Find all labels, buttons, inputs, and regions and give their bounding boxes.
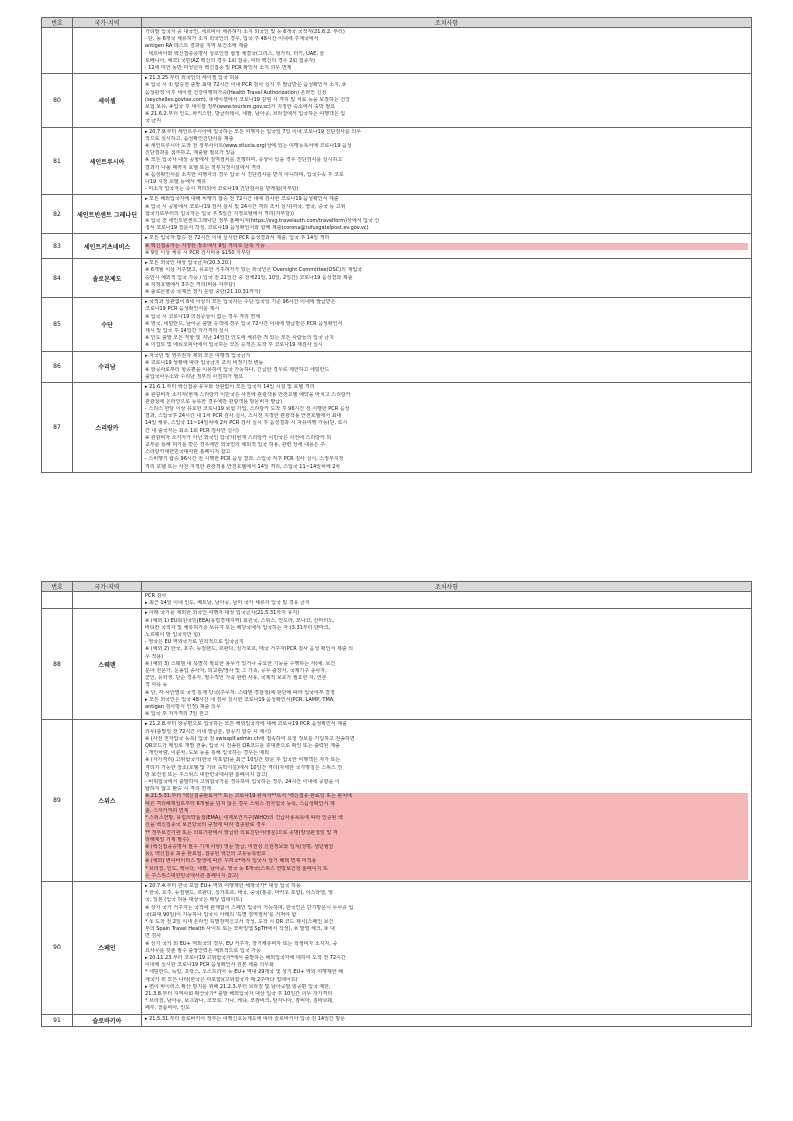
measure-line: 결과가 나올 때까지 호텔 또는 정부지정시설에서 격리 <box>145 164 261 171</box>
measure-line: 간 내 출국자는 최소 1회 PCR 검사만 실시) <box>145 427 239 434</box>
measure-line: 제시 및 입국 후 14일간 자가격리 실시 <box>145 327 229 334</box>
measure-details <box>142 234 752 259</box>
measure-line: 가리발 입국자 중 내국인, 세르비아 체류허가 소지 외국인 및 등 6개국 국적자(21.6.2. 부터) <box>145 29 345 35</box>
table-header-row <box>42 582 752 592</box>
measure-line: 국, 일본 (입국 허용 대상국은 매달 업데이트) <box>145 897 243 904</box>
measure-line: * ① 도착 전 2일 이내 온라인 특별검역신고서 작성, 도착 시 QR 코드 제시(스페인 보건 <box>145 918 334 925</box>
header-country: 국가·지역 <box>73 582 142 592</box>
measure-line: ▸ 20.7.9.부터 세인트루시아에 입국하는 모든 여행자는 입국일 7일 이내 코로나19 진단검사를 의무 <box>145 128 362 135</box>
highlighted-measure-line: * 브라질, 인도, 캐나다, 네팔, 남아공, 영국 등 6개국(스위스 연방보건청 홈페이지 또 <box>145 866 748 873</box>
measure-line: 결과, 스입국후 24시간 내 1차 PCR 검사 실시, 스시전 지정한 관광객용 안전호텔에서 최대 <box>145 413 342 420</box>
measure-line: ▸ 21.5.31.부터 슬로바키아 정부는 여행신호등제도에 따라 슬로바키아 입국 전 14일간 방문 <box>145 1015 346 1022</box>
measure-details <box>142 881 752 1014</box>
measure-line: ※ 단, 각 사안별로 국경 통제 당국(주무처: 스웨덴 경찰청)에 판단에 따라 입국여부 결정 <box>145 689 335 696</box>
measure-line: ▸ 자국민 및 영주권자 제외 모든 여행객 입국금지 <box>145 352 251 359</box>
row-number: 84 <box>42 259 73 298</box>
measure-line: PCR 검사 <box>145 593 167 599</box>
measures-table-page-2 <box>41 581 752 1027</box>
measure-line: 제국가 외 모든 나라(한국은 미포함)(고위험국가 매 2주마다 업데이트) <box>145 976 298 983</box>
table-row <box>42 28 752 74</box>
measure-line: ▸ 모든 외국인은 입국 48시간 내 검사 실시한 코로나19 음성확인서(PCR, LAMP, TMA, <box>145 696 335 703</box>
header-detail: 조치사항 <box>142 582 752 592</box>
country-name: 수리남 <box>73 351 142 383</box>
measure-line: - 스리스 한달 이상 유효한 코로나19 보험 가입, 스리랑카 도착 후 96시간 전 시행한 PCR 음성 <box>145 405 350 412</box>
row-number: 91 <box>42 1014 73 1026</box>
measure-line: 격리가 가능한 장소(호텔 및 기타 숙박시설)에서 10일간 격리(자세한 국가명칭은 스위스 연 <box>145 764 343 771</box>
measure-line: 방 보건청 또는 주스위스 대한민국대사관 홈페이지 참고) <box>145 771 268 778</box>
measure-line: ※ 솔로몬항공 국제선 정기 운항 중단(21.10.31까지) <box>145 288 261 295</box>
measure-line: ※ 6개월 이상 거주했고, 유효한 거주허가가 있는 외국인은 Oversight Committee(OSC)의 재입국 <box>145 267 363 274</box>
table-row <box>42 720 752 881</box>
country-name <box>73 592 142 609</box>
highlighted-measure-line: 따른 격리해제일로부터 6개월을 넘지 않은 경우 스위스 전자입국 등록, 스음성확인서 제 <box>145 801 748 808</box>
country-name: 세인트키츠네비스 <box>73 234 142 259</box>
measure-line: 탈하지 않고 환승 시 격리 면제 <box>145 786 211 793</box>
table-row <box>42 127 752 195</box>
measure-line: ※ 상기 국가 외 EU+ 역외국의 경우, EU 거주자, 장기체류비자 또는 학생비자 소지자, 중 <box>145 940 338 947</box>
country-name: 스리랑카 <box>73 383 142 472</box>
measure-details <box>142 351 752 383</box>
measure-line: 페루, 콜롬비아, 인도 <box>145 1005 190 1012</box>
country-name: 솔로몬제도 <box>73 259 142 298</box>
country-name: 스웨덴 <box>73 609 142 720</box>
measure-line: 관광청에 온라인으로 등록한 경우에만 관광객용 방문비자 발급) <box>145 398 283 405</box>
measure-line: 음성판정 이후 세이셸 건강여행허가증(Health Travel Authorization) 온라인 신청 <box>145 89 327 96</box>
row-number: 80 <box>42 74 73 127</box>
measure-line: 진단결과를 첨부하고, 제출할 필요가 있음 <box>145 150 236 157</box>
measure-line: * 네덜란드, 독일, 프랑스, 오스트리아 등 EU+ 역내 29개국 및 상기 EU+ 역외 여행제한 해 <box>145 969 343 976</box>
measure-details <box>142 195 752 234</box>
highlighted-measure-line: ※ 백신접종자는 지정된 장소에서 9일 격리로 단축 가능 <box>145 243 748 250</box>
measure-line: QR코드가 메일로 개별 전송, 입국 시 전송된 QR코드를 휴대폰으로 확인 또는 출력된 제출 <box>145 743 340 750</box>
highlighted-measure-line: * 스위스연방, 유럽의약품청(EMA), 세계보건기구(WHO)의 긴급사용목록에 따라 인증된 백 <box>145 815 748 822</box>
measure-line: ※ 상기 국가 거주자는 국적에 관계없이 스페인 입국이 가능하며, 한국인은 단기방문시 무사증 입 <box>145 904 354 911</box>
measure-line: (seychelles.govtas.com), ③세이셸에서 코로나19 감염 시 격리 및 치료 등을 보장하는 건강 <box>145 96 350 103</box>
table-row <box>42 195 752 234</box>
measure-line: antigen RA 테스트 결과를 지역 보건소에 제출 <box>145 43 248 50</box>
highlighted-measure-line: 등), 백신접종 최종 완료일, 접종된 백신의 고유등록번호 <box>145 851 748 858</box>
country-name: 스위스 <box>73 720 142 881</box>
highlighted-measure-line: ※ (예외) 변이바이러스 발생에 따른 우려국*에서 입국시 상기 혜택 면제 미적용 <box>145 858 748 865</box>
row-number: 87 <box>42 383 73 472</box>
measure-line: * 브라질, 남아공, 보츠와나, 코모로, 가나, 케냐, 모잠비크, 탄자니아, 잠비아, 짐바브웨, <box>145 998 334 1005</box>
measure-line: 바티칸 국적자 및 체류허가증 보유자 또는 해당국에서 입국하는 자 (3.31부터 덴마크, <box>145 624 331 631</box>
measure-details <box>142 298 752 351</box>
row-number: 86 <box>42 351 73 383</box>
measure-line: ※ (예외 1) EU회원국민(EEA(유럽경제지역) 회원국, 스위스, 안도라, 모나코, 산마리노, <box>145 617 335 624</box>
table-row <box>42 298 752 351</box>
measure-line: 분야 전문가, 운송업 종사자, 외교관/영사 및 그 가족, 공무 출장자, 국제기구 종사자, <box>145 668 327 675</box>
measure-line: 부의 Spain Travel Health 사이트 또는 모바일앱 SpTH에서 작성), ② 발열 체크, ③ 대 <box>145 926 335 933</box>
measure-line: ※ (예외 3) 스웨덴 내 특별히 필요한 용무가 있거나 중요한 기능을 수행하는 자(예: 보건 <box>145 660 336 667</box>
row-number: 89 <box>42 720 73 881</box>
measure-line: ※ (자가격리) 고위험국가(한국 미포함)을 최근 10일간 방문 후 입국한 여행객은 자가 또는 <box>145 757 341 764</box>
measure-line: · 세르비아와 백신접종증명서 상호인정 협정 체결국(그리스, 헝가리, 터키, UAE, 슬 <box>145 50 325 57</box>
table-row <box>42 383 752 472</box>
row-number: 85 <box>42 298 73 351</box>
measure-details <box>142 74 752 127</box>
measure-line: · 12세 미만 동반 미성년자 백신접종 및 PCR 확인서 소지 의무 면제 <box>145 65 292 72</box>
measure-line: 보험 보유, ④입국 후 세이셸 정부(www.tourism.gov.sc)가 지정한 숙소에서 숙박 필요 <box>145 104 336 111</box>
row-number: 90 <box>42 881 73 1014</box>
measure-line: 국 금지 <box>145 118 162 125</box>
measures-table-page-1 <box>41 17 752 473</box>
measure-line: 무 적용) <box>145 653 164 660</box>
measure-line: * 한국, 호주, 뉴질랜드, 르완다, 싱가포르, 태국, 중국(홍콩, 마카오 포함), 이스라엘, 영 <box>145 890 333 897</box>
measure-line: 험국가로부터의 입국자는 입국 후 5일간 지정호텔에서 격리(자부담)) <box>145 210 294 217</box>
measure-line: 21.3.8.부터 지역사회 확산국가* 출발 해외입국자 대상 입국 후 10일간 의무 자가격리 <box>145 990 333 997</box>
highlighted-measure-line: 는 주스위스대한민국대사관 홈페이지 참고) <box>145 873 748 880</box>
measure-line: 14일 체류, 스입국 11~14일차에 2차 PCR 검사 실시 후 음성결과 시 자유여행 가능(단, 로시 <box>145 420 348 427</box>
row-number: 88 <box>42 609 73 720</box>
measure-line: ※ 항공사로부터 항공편을 이용하여 입국 가능하나, 긴급한 경우로 제한하고 네덜란드 <box>145 366 330 373</box>
country-name: 세인트루시아 <box>73 127 142 195</box>
measure-line: - 개인차량, 이륜차, 도보 등을 통해 입국하는 경우는 예외 <box>145 750 269 757</box>
highlighted-measure-line: 신을 백신접종국 보건당국의 규정에 따라 접종완료 경우 <box>145 822 748 829</box>
measure-line: ※ 입국 후 자가격리 7일 권고 <box>145 711 209 718</box>
measure-line: 코로나19 PCR 음성확인서를 제시 <box>145 306 220 313</box>
table-row <box>42 74 752 127</box>
row-number: 83 <box>42 234 73 259</box>
measure-line: ※ 모든 입국자 대상 공항에서 검역절차를 진행하며, 증상이 있을 경우 진단검사를 실시하고 <box>145 157 343 164</box>
measure-line: ※ 세인트루시아 도착 전 정부사이트(www.stlucia.org)상에 있는 여행등록서에 코로나19 음성 <box>145 143 352 150</box>
measure-line: 나19 지정 호텔 등에서 체류 <box>145 179 207 186</box>
measure-line: - 미소지 입국자는 즉시 격리되어 코로나19 진단검사를 받게됨(자부담) <box>145 186 299 193</box>
measure-line: ※ 입국 시 공항에서 코로나19 검사 실시 및 24시간 격리 조치 실시(미국, 영국, 중국 등 고위 <box>145 203 346 210</box>
measure-line: ※ 입국 시 코로나19 의심증상이 없는 경우 격리 면제 <box>145 313 261 320</box>
table-row <box>42 259 752 298</box>
header-country: 국가·지역 <box>73 18 142 28</box>
measure-line: 적으로 실시하고, 음성확인진단서를 제출 <box>145 135 234 142</box>
measure-line: 교부를 통해 허가를 받은 경우에만 외국인의 예외적 입국 허용, 관련 상세 내용은 주 <box>145 441 326 448</box>
measure-line: 출입국사무소와 수리남 정부의 사전허가 필요 <box>145 374 244 381</box>
measure-line: ▸ 21.3.25.부터 외국인의 세이셸 입국 허용 <box>145 75 239 82</box>
table-row <box>42 234 752 259</box>
measure-line: 의무(출발일 전 72시간 이내 발급분, 항공기 탑승 시 제시) <box>145 728 272 735</box>
measure-line: ▸ 모든 해외입국자에 대해 비행기 탑승 전 72시간 내에 검사한 코로나19 음성확인서 제출 <box>145 196 339 203</box>
row-number <box>42 28 73 74</box>
measure-line: ※ 이집트 및 에티오피아에서 입국하는 모든 승객은 도착 후 코로나19 재검사 실시 <box>145 342 323 349</box>
measure-line: ※ (예외 2) 한국, 호주, 뉴질랜드, 르완다, 싱가포르, 태국 거주자(PCR 검사 음성 확인서 제출 의 <box>145 646 353 653</box>
country-name <box>73 28 142 74</box>
measure-details <box>142 1014 752 1026</box>
table-row <box>42 881 752 1014</box>
highlighted-measure-line: ※ 21.5.31.부터 '백신접종완료자'* 또는 코로나19 완치자**로서 '백신접종 완료일 또는 완치에 <box>145 793 748 800</box>
measure-line: ※ 입국 전 세인트빈센트그레나딘 정부 홈페이지(https://svg.travelauth.com/travelform)상에서 입국 신 <box>145 218 380 225</box>
measure-details <box>142 28 752 74</box>
header-detail: 조치사항 <box>142 18 752 28</box>
table-row <box>42 592 752 609</box>
table-row <box>42 609 752 720</box>
measure-line: ※ 코로나19 상황에 따라 입국금지 조치 비정기적 변동 <box>145 359 264 366</box>
measure-line: ▸ 20.7.4.부터 한국 포함 EU+ 역외 여행제한 해제국가* 대상 입국 허용 <box>145 882 301 889</box>
table-row <box>42 351 752 383</box>
measure-details <box>142 592 752 609</box>
measure-line: ※ 음성확인서를 소지한 여행자의 경우 입국 시 진단검사를 받지 아니하며, 입국수속 후 코로 <box>145 171 344 178</box>
measure-line: 승인시 예외적 입국 가능 / 입국 전 21일간 중 전체21일, 10일, 2일간) 코로나19 음성결과 제출 <box>145 274 353 281</box>
measure-line: ▸ 변이 바이러스 확산 방지를 위해 21.2.3.부터 브라질 및 남아공발 항공편 입국 제한, <box>145 983 331 990</box>
measure-line: antigen 검사방식 인정) 제출 의무 <box>145 704 221 711</box>
measure-line: ▸ 아래 국가를 제외한 외국인 여행자 대상 입국금지(21.5.31까지 유지) <box>145 610 300 617</box>
highlighted-measure-line: ※ (백신접종증명서 필수 기재 사항) 영문 발급, 여권상 신원정보와 일치(성명, 생년월일 <box>145 844 748 851</box>
measure-line: ▸ 20.11.23.부터 코로나19 고위험국가*에서 출발하는 해외입국자에 대하여 도착 전 72시간 <box>145 954 346 961</box>
measure-line: ▸ 모든 입국자 탑승 전 72시간 이내 실시한 PCR 음성결과서 제출, 입국 후 14일 격리 <box>145 235 330 242</box>
country-name: 세이셸 <box>73 74 142 127</box>
highlighted-measure-line: ** 정부보건기관 또는 의료기관에서 발급한 의료진단서(영문)으로 증명(양성판정일 및 격 <box>145 830 748 837</box>
measure-line: ▸ 21.2.8.부터 항공편으로 입국하는 모든 해외입국자에 대해 코로나19 PCR 음성확인서 제출 <box>145 721 347 728</box>
measure-line: - 스비행기 탑승 96시간 전 시행한 PCR 음성 결과, 스입국 직후 PCR 검사 실시, 스정부지정 <box>145 456 344 463</box>
measure-line: ※ 관광비자 소지자(현재 스리랑카 이민국은 사전에 관광객용 안전호텔 예약을 마치고 스리랑카 <box>145 391 351 398</box>
measure-line: ▸ 모든 외국인 대상 입국금지(20.3.20.) <box>145 260 232 267</box>
measure-line: 이내에 실시한 코로나19 PCR 음성확인서 원본 제출 의무화 <box>145 962 274 969</box>
measure-line: 적 사유 등 <box>145 682 168 689</box>
country-name: 슬로바키아 <box>73 1014 142 1026</box>
row-number <box>42 592 73 609</box>
measure-line: ▸ 최근 14일 이내 인도, 베트남, 남아공, 남미 국가 체류자 입국 및 경유 금지 <box>145 600 310 607</box>
table-body <box>42 28 752 473</box>
measure-details <box>142 383 752 472</box>
measure-line: ※ 관광비자 소지자가 아닌 외국인 입국자(현재 스리랑카 이민국은 사전에 스리랑카 외 <box>145 434 332 441</box>
measure-line: - 비위험국에서 출발하여 고위험국가를 경유하여 입국하는 경우, 24시간 이내에 공항을 이 <box>145 779 340 786</box>
measure-line: 로베니아, 체코) 국민(AZ 백신의 경우 1회 접종, 여타 백신의 경우 2회 접종자) <box>145 57 316 64</box>
table-body <box>42 592 752 1027</box>
country-name: 세인트빈센트 그레나딘 <box>73 195 142 234</box>
country-name: 스페인 <box>73 881 142 1014</box>
measure-line: 면 검사 <box>145 933 162 940</box>
measure-line: ※ 인도 출발 모든 직항 및 지난 14일간 인도에 체류한 적 있는 모든 사람들의 입국 금지 <box>145 335 334 342</box>
measure-line: 스리랑카대한민국대사관 홈페이지 참고 <box>145 449 231 456</box>
measure-line: 군인, 유학생, 단순 경유자, 필수적인 가족 관련 사유, 국제적 보호가 필요한 자, 언론 <box>145 675 327 682</box>
measure-line: 청서 코로나19 질문서 작성, 코로나19 음성확인서와 함께 제출(corona@rufusgatelpost.ev.gov.vc) <box>145 225 369 232</box>
measure-details <box>142 609 752 720</box>
table-row <box>42 1014 752 1026</box>
measure-line: ※ 입국 시 ① 탑승전 출발 최대 72시간 이내 PCR 검사 실시 후 발급받은 음성확인서 소지, ② <box>145 82 347 89</box>
measure-line: ※ 영국, 네덜란드, 남아공 출발 승객에 경우 입국 72시간 이내에 발급받은 PCR 음성확인서 <box>145 320 343 327</box>
measure-line: ※ 9일 이상 체류 시 PCR 검사비용 $150 자부담 <box>145 249 251 256</box>
row-number: 81 <box>42 127 73 195</box>
measure-line: 노르웨이 발 입국자만 힘) <box>145 632 201 639</box>
measure-details <box>142 720 752 881</box>
header-no: 번호 <box>42 18 73 28</box>
measure-details <box>142 259 752 298</box>
measure-line: 국(최대 90일)이 가능하나 입국시 아래의 '특별 검역절차'를 거쳐야 함 <box>145 911 297 918</box>
measure-line: ※ 21.6.2.부터 인도, 파키스탄, 방글라데시, 네팔, 남아공, 브라질에서 입국하는 여행객은 입 <box>145 111 346 118</box>
measure-line: ▸ 21.6.1.부터 백신접종 유무와 상관없이 모든 입국자 14일 시설 및 호텔 격리 <box>145 384 315 391</box>
measure-line: ▸ 국적과 상관없이 6세 이상의 모든 입국자는 수단 입국일 기준 96시간 이내에 발급받은 <box>145 299 336 306</box>
measure-line: ※ 지정호텔에서 3주간 격리(비용 자부담) <box>145 281 236 288</box>
measure-line: 격리 호텔 또는 사전 지정한 관광객용 안전호텔에서 14일 격리, 스입국 11~14일차에 2차 <box>145 463 341 470</box>
measure-line: 요사무를 갖춘 필수 출장인력은 예외적으로 입국 가능 <box>145 947 261 954</box>
highlighted-measure-line: 출, 스자가격리 면제 <box>145 808 748 815</box>
highlighted-measure-line: 리해제일 기재 필수) <box>145 837 748 844</box>
measure-line: · 단, 동 6개국 체류허가 소지 외국인의 경우, 입국 후 48시간 이내에 주재국에서 <box>145 36 319 43</box>
row-number: 82 <box>42 195 73 234</box>
measure-details <box>142 127 752 195</box>
measure-line: - 영국은 EU 역외국가로 원칙적으로 입국금지 <box>145 639 244 646</box>
country-name: 수단 <box>73 298 142 351</box>
table-header-row <box>42 18 752 28</box>
header-no: 번호 <box>42 582 73 592</box>
measure-line: ※ (사전 전자입국 등록) 입국 전 swissplf.admin.ch에 접속하여 요청 정보를 기입하고 전송하면 <box>145 735 355 742</box>
